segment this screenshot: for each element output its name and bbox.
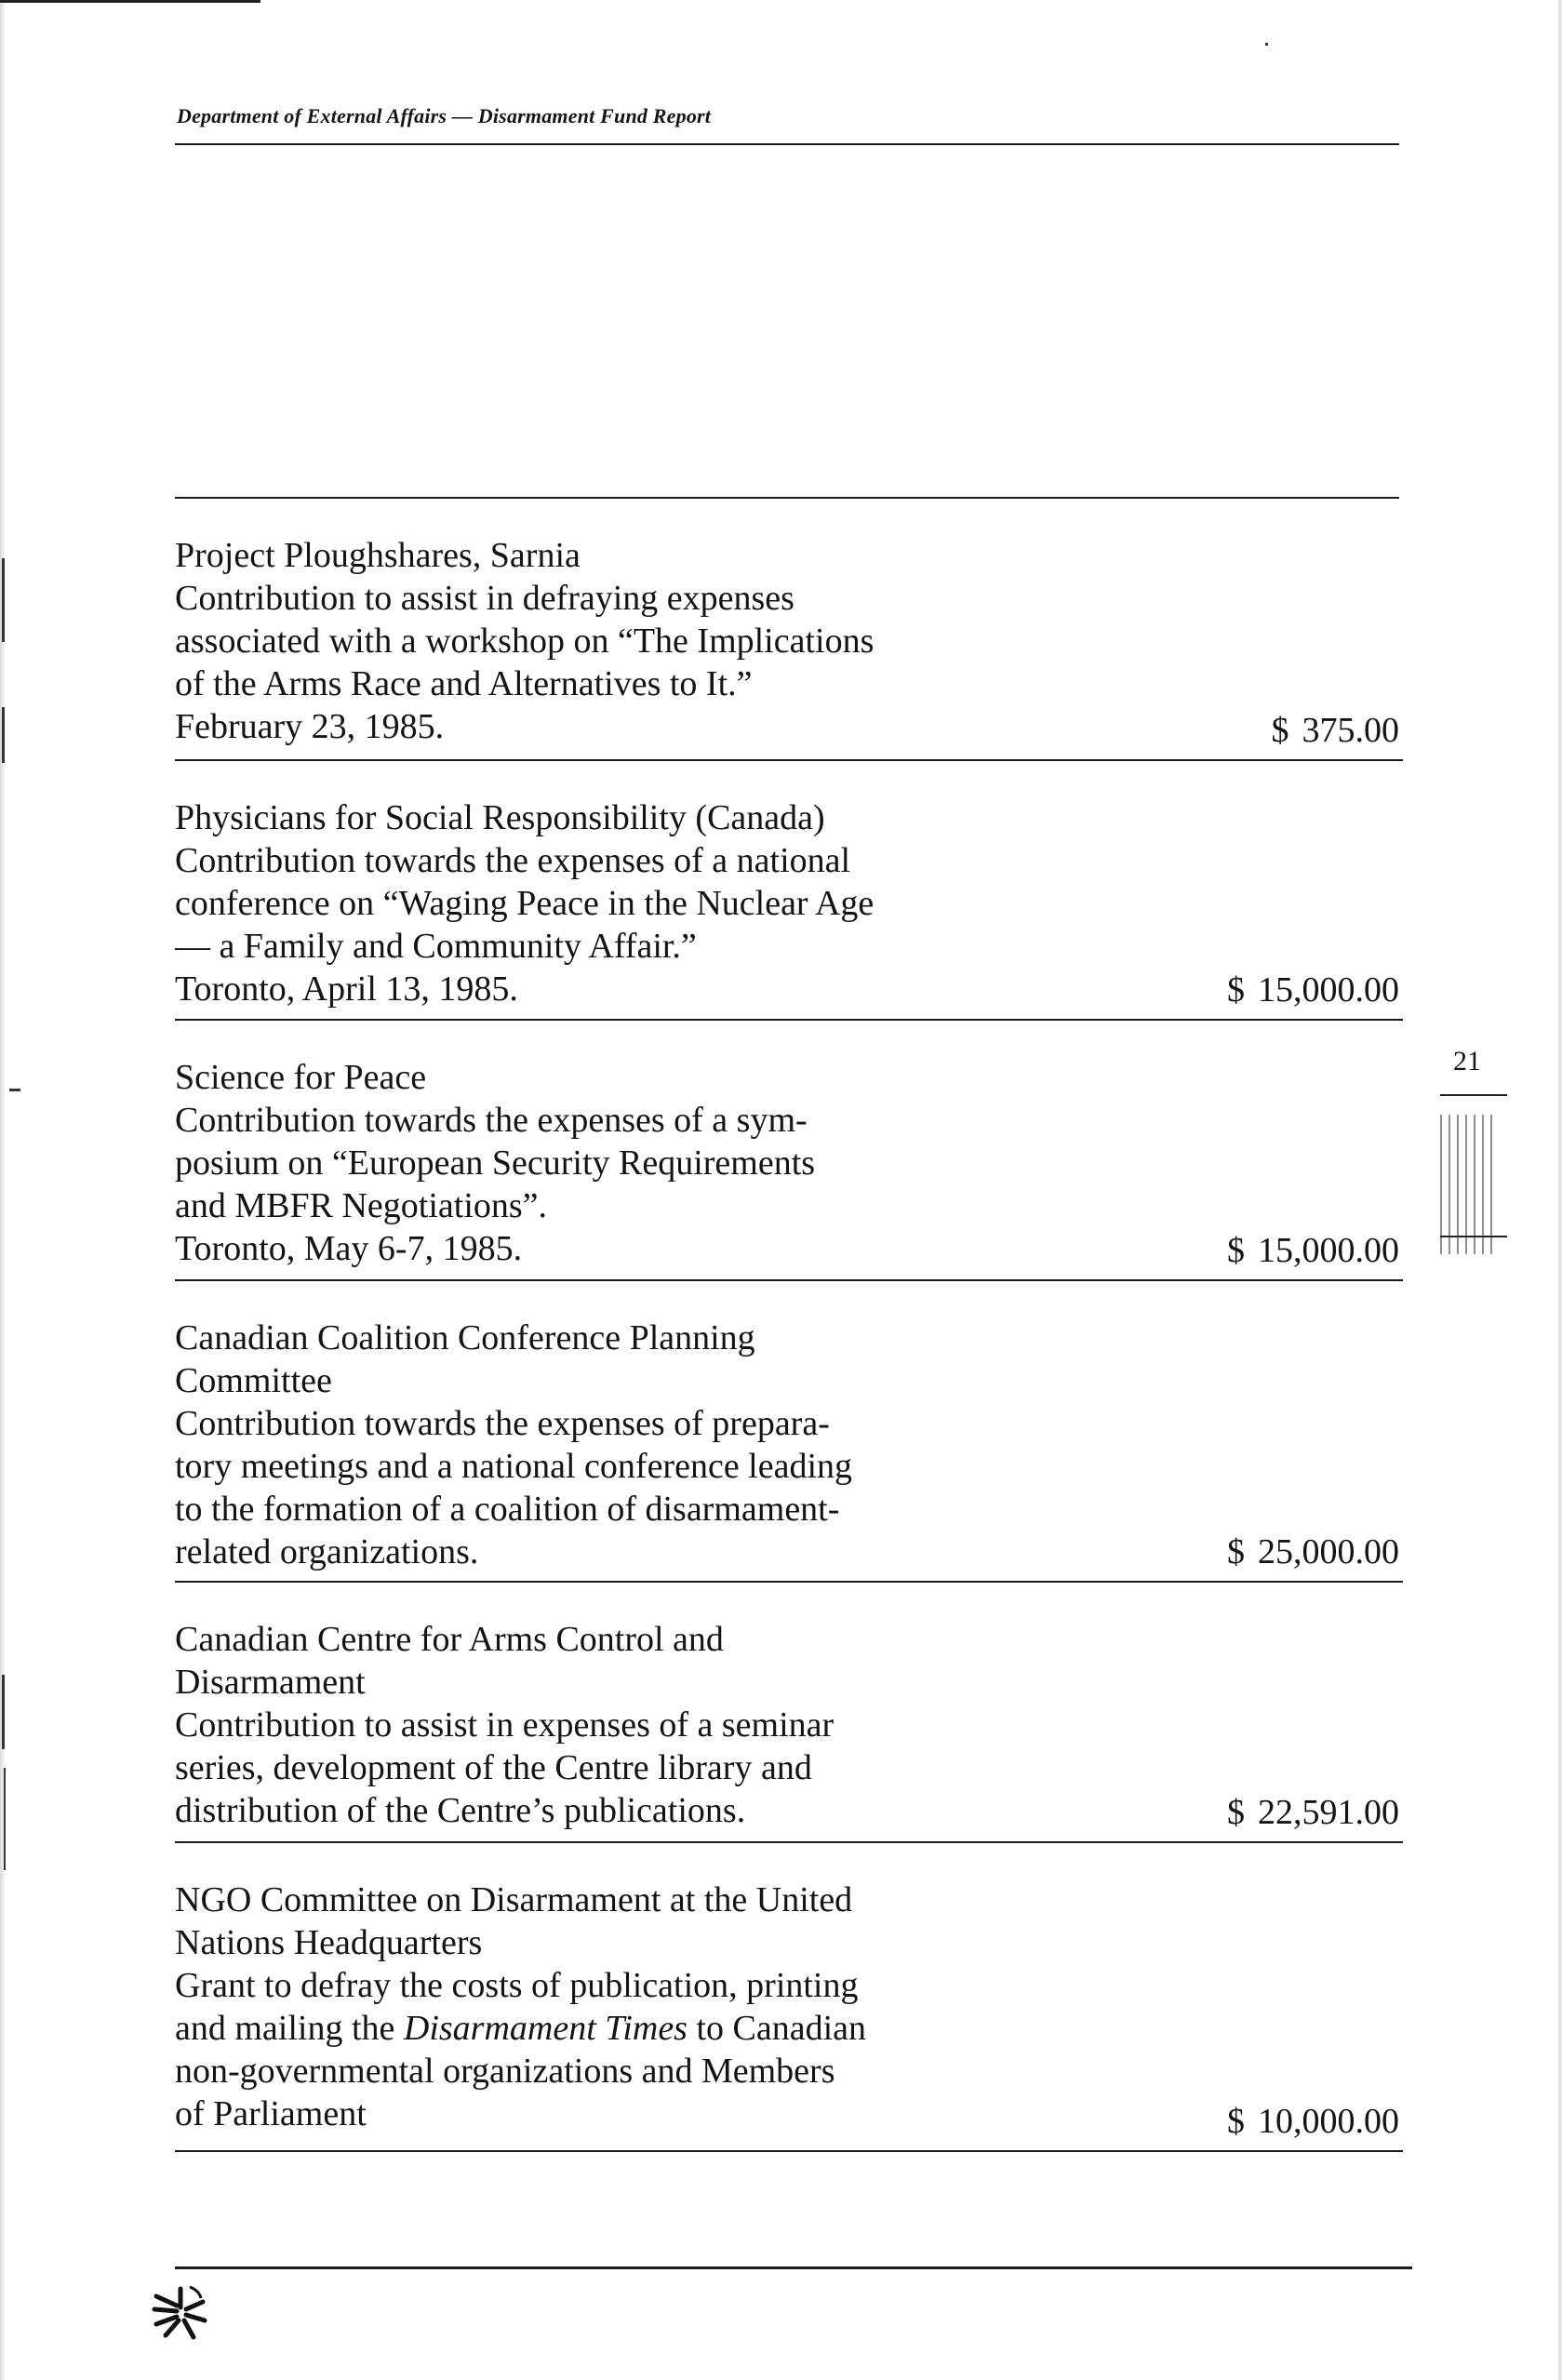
margin-mark: [9, 1089, 20, 1091]
entry-line: related organizations.: [175, 1532, 479, 1571]
entry-line: Toronto, April 13, 1985.: [175, 969, 518, 1009]
entry-amount: [1227, 2100, 1399, 2143]
margin-mark: [2, 558, 5, 642]
tab-ticks: [1440, 1115, 1496, 1254]
entry-line: Grant to defray the costs of publication, printing: [175, 1966, 859, 2005]
entry-line: Contribution towards the expenses of prepara-: [175, 1404, 830, 1443]
contribution-list: [175, 499, 1403, 2152]
entry-line: Contribution to assist in expenses of a seminar: [175, 1705, 834, 1745]
entry-amount: [1272, 709, 1400, 752]
scan-left-edge: [0, 0, 6, 2380]
entry-line: Contribution to assist in defraying expenses: [175, 579, 794, 618]
currency-symbol: $: [1227, 1793, 1245, 1832]
currency-symbol: $: [1227, 2102, 1245, 2141]
header-rule: [175, 143, 1399, 145]
contribution-entry: [175, 1281, 1403, 1583]
contribution-entry: [175, 1583, 1403, 1843]
footer-rule: [175, 2266, 1412, 2269]
entry-line: to the formation of a coalition of disarmament-: [175, 1490, 840, 1529]
entry-line: and mailing the Disarmament Times to Canadian: [175, 2009, 867, 2048]
government-emblem-icon: [149, 2283, 210, 2343]
margin-mark: [2, 707, 5, 763]
entry-line: Contribution towards the expenses of a national: [175, 841, 851, 880]
entry-line: distribution of the Centre’s publications.: [175, 1791, 746, 1830]
entry-description: [175, 1618, 1105, 1832]
entry-line: series, development of the Centre library and: [175, 1748, 812, 1787]
currency-symbol: $: [1271, 711, 1289, 750]
contribution-entry: [175, 1843, 1403, 2152]
entry-description: [175, 534, 1105, 748]
amount-value: 375.00: [1302, 711, 1399, 750]
amount-value: 15,000.00: [1258, 1231, 1399, 1270]
currency-symbol: $: [1227, 970, 1245, 1009]
margin-mark: [2, 1675, 5, 1749]
running-head: Department of External Affairs — Disarmament Fund Report: [177, 104, 712, 127]
entry-line: February 23, 1985.: [175, 707, 445, 746]
entry-line: Nations Headquarters: [175, 1923, 483, 1962]
thumb-index-tab: [1440, 1094, 1507, 1250]
entry-line: associated with a workshop on “The Implications: [175, 622, 874, 661]
entry-line: Canadian Centre for Arms Control and: [175, 1620, 724, 1659]
entry-line: Committee: [175, 1361, 332, 1400]
entry-line: Project Ploughshares, Sarnia: [175, 536, 581, 575]
contribution-entry: [175, 1021, 1403, 1281]
entry-line: of the Arms Race and Alternatives to It.”: [175, 664, 753, 703]
entry-description: [175, 1056, 1105, 1270]
entry-line: and MBFR Negotiations”.: [175, 1186, 548, 1225]
entry-line: Contribution towards the expenses of a sym-: [175, 1101, 808, 1140]
entry-line: non-governmental organizations and Members: [175, 2052, 835, 2091]
tab-rule: [1440, 1094, 1507, 1096]
entry-line: Toronto, May 6-7, 1985.: [175, 1229, 523, 1268]
margin-mark: [1265, 43, 1268, 46]
entry-line: Physicians for Social Responsibility (Canada): [175, 798, 825, 837]
currency-symbol: $: [1227, 1231, 1245, 1270]
scan-top-mark: [0, 0, 260, 3]
entry-line: — a Family and Community Affair.”: [175, 927, 697, 966]
contribution-entry: [175, 499, 1403, 761]
entry-line: Canadian Coalition Conference Planning: [175, 1318, 755, 1357]
entry-amount: [1227, 1791, 1399, 1834]
scan-right-edge: [1558, 0, 1562, 2380]
amount-value: 22,591.00: [1258, 1793, 1399, 1832]
currency-symbol: $: [1227, 1532, 1245, 1571]
entry-line: conference on “Waging Peace in the Nuclear Age: [175, 884, 874, 923]
entry-line: Science for Peace: [175, 1058, 427, 1097]
contribution-entry: [175, 761, 1403, 1021]
entry-line: Disarmament: [175, 1663, 366, 1702]
amount-value: 15,000.00: [1258, 970, 1399, 1009]
margin-mark: [4, 1768, 6, 1870]
page-number: 21: [1453, 1046, 1481, 1076]
entry-description: [175, 1879, 1105, 2135]
entry-line: posium on “European Security Requirements: [175, 1143, 816, 1183]
entry-description: [175, 1317, 1105, 1573]
publication-title: Disarmament Times: [403, 2009, 688, 2048]
entry-line: NGO Committee on Disarmament at the United: [175, 1880, 853, 1919]
amount-value: 10,000.00: [1258, 2102, 1399, 2141]
entry-amount: [1227, 969, 1399, 1011]
entry-amount: [1227, 1531, 1399, 1573]
entry-line: tory meetings and a national conference leading: [175, 1447, 853, 1486]
entry-description: [175, 796, 1105, 1010]
entry-amount: [1227, 1229, 1399, 1272]
entry-line: of Parliament: [175, 2094, 367, 2133]
amount-value: 25,000.00: [1258, 1532, 1399, 1571]
